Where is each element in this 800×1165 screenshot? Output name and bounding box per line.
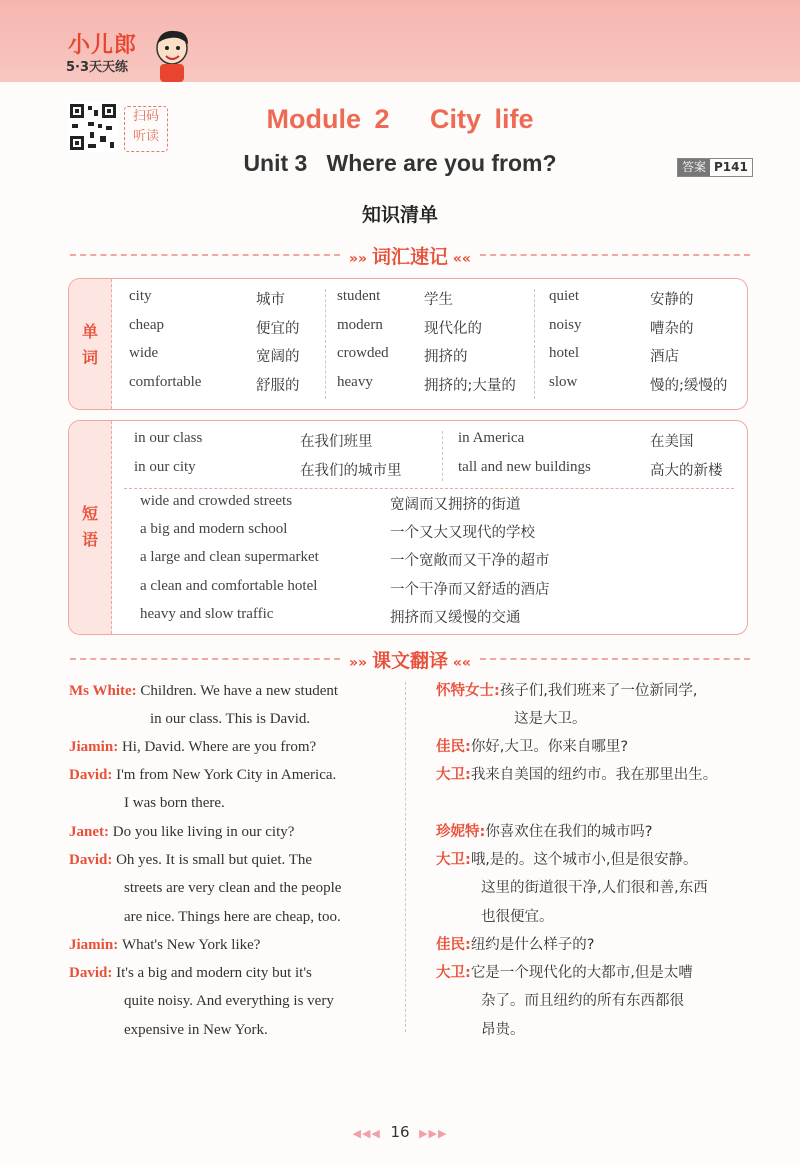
dialogue-line-cn: 昂贵。 <box>481 1021 525 1038</box>
dialogue-line-cn: 大卫:哦,是的。这个城市小,但是很安静。 <box>436 852 698 868</box>
dialogue-line-cn: 这是大卫。 <box>514 711 587 728</box>
prev-arrows-icon: ◀◀◀ <box>352 1127 381 1140</box>
dialogue-line: are nice. Things here are cheap, too. <box>124 908 341 925</box>
vocab-word: cheap <box>129 316 164 333</box>
phrase-cn: 宽阔而又拥挤的街道 <box>390 497 521 513</box>
phrase-en: in our class <box>134 430 203 446</box>
phrase-en: tall and new buildings <box>458 458 591 475</box>
speaker-name: Ms White <box>69 683 132 699</box>
phrase-cn: 高大的新楼 <box>650 462 723 479</box>
line-text: 哦,是的。这个城市小,但是很安静。 <box>470 852 698 868</box>
brand-name: 小儿郎 <box>68 33 138 58</box>
dialogue-line: in our class. This is David. <box>150 711 311 728</box>
line-text: 你喜欢住在我们的城市吗? <box>485 824 653 840</box>
column-divider <box>405 682 406 1032</box>
phrase-cn: 一个又大又现代的学校 <box>390 525 535 542</box>
speaker-name-cn: 大卫 <box>436 852 465 868</box>
phrase-cn: 在美国 <box>650 434 694 450</box>
chevron-left-icon: «« <box>448 655 471 671</box>
line-text: I'm from New York City in America. <box>116 767 337 783</box>
speaker-name-cn: 佳民 <box>436 739 465 755</box>
speaker-name: Jiamin <box>69 739 114 755</box>
vocab-meaning: 酒店 <box>650 349 679 365</box>
speaker-name-cn: 大卫 <box>436 965 465 981</box>
vocab-meaning: 嘈杂的 <box>650 320 694 337</box>
phrase-cn: 拥挤而又缓慢的交通 <box>390 609 521 626</box>
speaker-name-cn: 大卫 <box>436 767 465 783</box>
line-text: 你好,大卫。你来自哪里? <box>470 739 629 755</box>
vocab-section-header: »» 词汇速记 «« <box>70 242 750 268</box>
phrases-side-label: 短 语 <box>69 421 112 634</box>
line-text: 我来自美国的纽约市。我在那里出生。 <box>470 767 718 783</box>
mascot-icon <box>150 28 194 82</box>
translation-section-header: »» 课文翻译 «« <box>70 646 750 672</box>
vocab-word: modern <box>337 316 383 333</box>
vocab-meaning: 现代化的 <box>424 320 482 337</box>
speaker-name-cn: 怀特女士 <box>436 683 494 699</box>
line-text: Children. We have a new student <box>140 683 339 699</box>
dialogue-line-cn: 杂了。而且纽约的所有东西都很 <box>481 993 684 1010</box>
dialogue-line-cn: 大卫:它是一个现代化的大都市,但是太嘈 <box>436 965 693 981</box>
brand-series: 5·3天天练 <box>66 60 129 75</box>
vocab-meaning: 安静的 <box>650 292 694 308</box>
phrase-cn: 一个干净而又舒适的酒店 <box>390 581 550 598</box>
dialogue-line: expensive in New York. <box>124 1021 268 1038</box>
phrase-en: a large and clean supermarket <box>140 549 319 566</box>
dialogue-line-cn: 佳民:你好,大卫。你来自哪里? <box>436 739 629 755</box>
vocab-word: quiet <box>549 288 579 304</box>
speaker-name: Janet <box>69 824 104 840</box>
speaker-name: Jiamin <box>69 937 114 953</box>
vocab-word: crowded <box>337 345 389 361</box>
line-text: What's New York like? <box>121 937 261 953</box>
phrase-en: heavy and slow traffic <box>140 605 274 622</box>
line-text: Hi, David. Where are you from? <box>121 739 317 755</box>
dialogue-line-cn: 佳民:纽约是什么样子的? <box>436 937 595 953</box>
vocab-word: student <box>337 288 381 304</box>
knowledge-list-title: 知识清单 <box>361 204 438 226</box>
phrase-en: a clean and comfortable hotel <box>140 577 318 594</box>
speaker-name: David <box>69 965 108 981</box>
line-text: 纽约是什么样子的? <box>470 937 595 953</box>
phrase-cn: 在我们的城市里 <box>300 462 402 479</box>
answer-reference: 答案 P141 <box>677 158 753 177</box>
vocab-meaning: 舒服的 <box>256 377 300 394</box>
line-text: Oh yes. It is small but quiet. The <box>116 852 313 868</box>
dialogue-line-cn: 大卫:我来自美国的纽约市。我在那里出生。 <box>436 767 718 783</box>
dialogue-line-cn: 怀特女士:孩子们,我们班来了一位新同学, <box>436 683 698 699</box>
vocab-meaning: 便宜的 <box>256 320 300 337</box>
chevron-right-icon: »» <box>349 655 372 671</box>
phrase-en: in our city <box>134 458 196 475</box>
page-number: 16 <box>390 1123 410 1141</box>
module-title: Module 2 City life <box>266 104 534 134</box>
dialogue-line: David: I'm from New York City in America. <box>69 767 337 783</box>
dialogue-line: quite noisy. And everything is very <box>124 993 334 1010</box>
dialogue-line: I was born there. <box>124 795 225 812</box>
vocab-word: heavy <box>337 373 373 390</box>
vocab-word: wide <box>129 345 159 361</box>
line-text: 孩子们,我们班来了一位新同学, <box>499 683 698 699</box>
vocab-meaning: 拥挤的 <box>424 349 468 365</box>
vocab-word: slow <box>549 373 578 390</box>
line-text: It's a big and modern city but it's <box>116 965 312 981</box>
unit-title: Unit 3 Where are you from? <box>243 150 557 176</box>
vocab-word: noisy <box>549 316 582 333</box>
line-text: Do you like living in our city? <box>112 824 295 840</box>
scan-listen-badge[interactable]: 扫码 听读 <box>124 106 168 152</box>
dialogue-line-cn: 也很便宜。 <box>481 908 554 925</box>
dialogue-line: David: It's a big and modern city but it's <box>69 965 312 981</box>
vocab-side-label: 单 词 <box>69 279 112 409</box>
dialogue-line: Jiamin: Hi, David. Where are you from? <box>69 739 317 755</box>
vocab-word: city <box>129 288 152 304</box>
vocab-word: comfortable <box>129 373 202 390</box>
vocab-word: hotel <box>549 345 579 361</box>
phrase-cn: 在我们班里 <box>300 434 373 450</box>
vocab-meaning: 学生 <box>424 292 453 308</box>
speaker-name: David <box>69 767 108 783</box>
dialogue-line: Jiamin: What's New York like? <box>69 937 261 953</box>
phrase-cn: 一个宽敞而又干净的超市 <box>390 553 550 570</box>
vocab-meaning: 城市 <box>256 292 285 308</box>
speaker-name: David <box>69 852 108 868</box>
vocab-meaning: 慢的;缓慢的 <box>650 377 728 394</box>
phrase-en: wide and crowded streets <box>140 493 293 509</box>
chevron-left-icon: «« <box>448 251 471 267</box>
dialogue-line: Janet: Do you like living in our city? <box>69 824 295 840</box>
dialogue-line-cn: 这里的街道很干净,人们很和善,东西 <box>481 880 708 897</box>
dialogue-line: David: Oh yes. It is small but quiet. The <box>69 852 313 868</box>
speaker-name-cn: 珍妮特 <box>436 824 480 840</box>
vocab-meaning: 宽阔的 <box>256 349 300 365</box>
page-footer <box>0 1123 800 1141</box>
chevron-right-icon: »» <box>349 251 372 267</box>
speaker-name-cn: 佳民 <box>436 937 465 953</box>
dialogue-line-cn: 珍妮特:你喜欢住在我们的城市吗? <box>436 824 653 840</box>
dialogue-line: Ms White: Children. We have a new student <box>69 683 339 699</box>
line-text: 它是一个现代化的大都市,但是太嘈 <box>470 965 693 981</box>
dialogue-line: streets are very clean and the people <box>124 880 342 897</box>
next-arrows-icon: ▶▶▶ <box>419 1127 448 1140</box>
phrase-en: in America <box>458 430 525 446</box>
phrase-en: a big and modern school <box>140 521 288 538</box>
vocab-meaning: 拥挤的;大量的 <box>424 377 516 394</box>
